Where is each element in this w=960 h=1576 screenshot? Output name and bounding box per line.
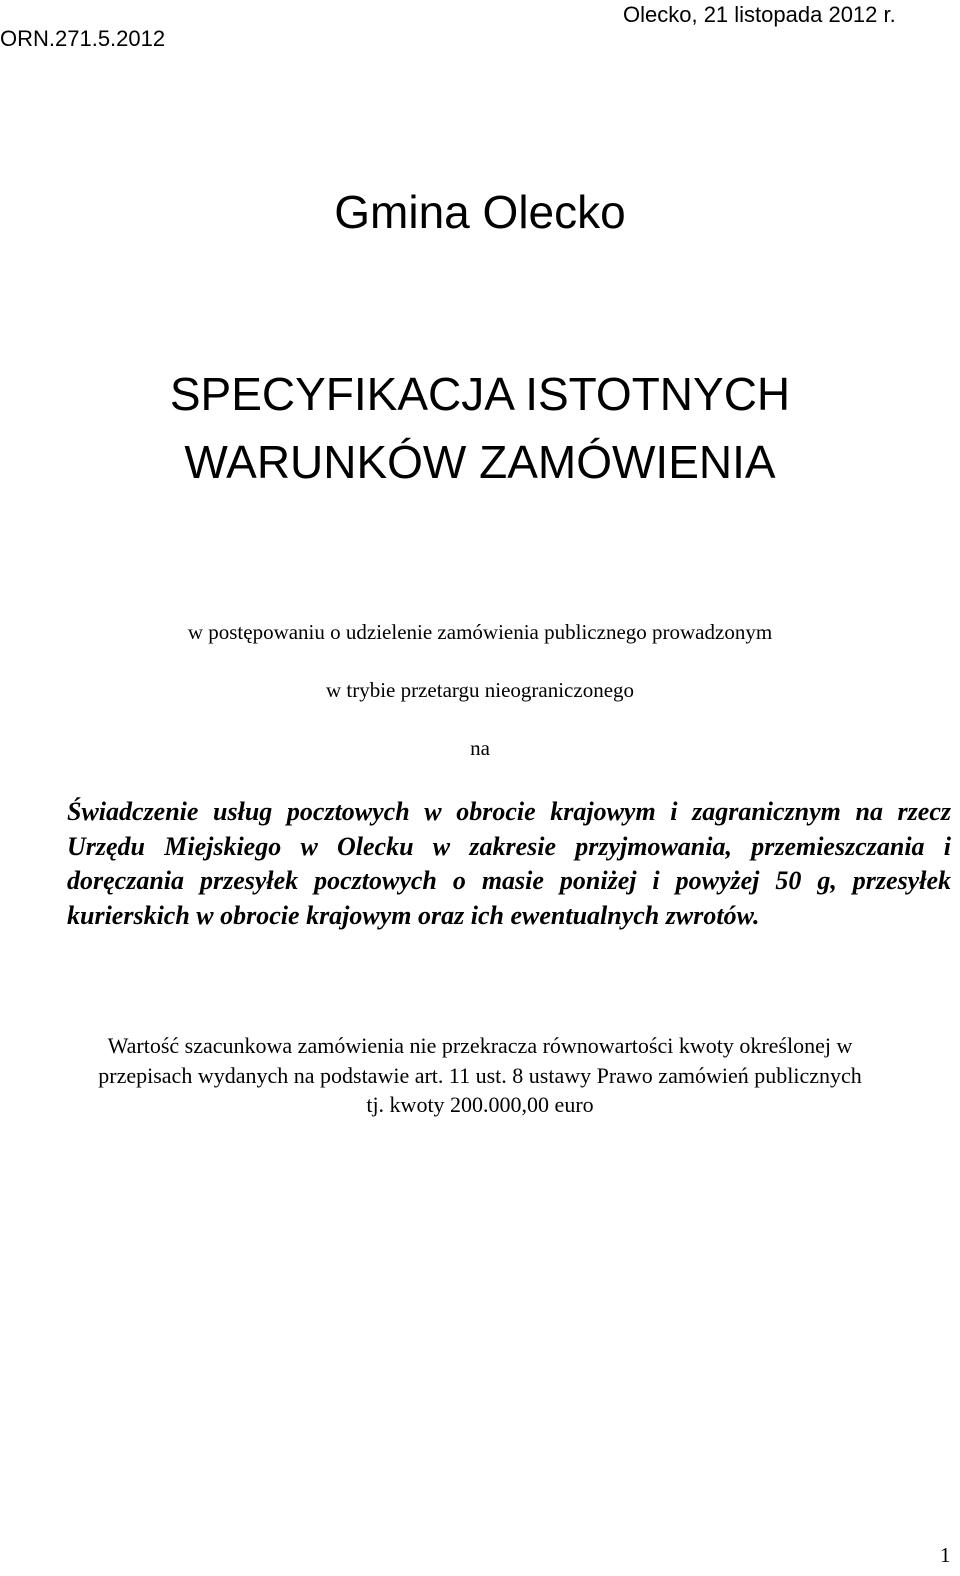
document-title [0, 360, 960, 496]
authority-name: Gmina Olecko [334, 186, 626, 238]
procurement-subject: Świadczenie usług pocztowych w obrocie krajowym i zagranicznym na rzecz Urzędu Miejskiego w Olecku w zakresie przyjmowania, przemieszczania i doręczania przesyłek pocztowych o masie poniżej i powyżej 50 g, przesyłek kurierskich w obrocie krajowym oraz ich ewentualnych zwrotów. [67, 797, 951, 930]
title-line-2: WARUNKÓW ZAMÓWIENIA [184, 436, 776, 488]
page-number: 1 [940, 1543, 951, 1567]
reference-number: ORN.271.5.2012 [0, 26, 166, 51]
value-note-line-3: tj. kwoty 200.000,00 euro [366, 1092, 594, 1117]
procedure-line-3: na [470, 736, 490, 760]
document-date: Olecko, 21 listopada 2012 r. [623, 2, 896, 27]
value-note-line-1: Wartość szacunkowa zamówienia nie przekracza równowartości kwoty określonej w [107, 1033, 853, 1058]
title-line-1: SPECYFIKACJA ISTOTNYCH [169, 368, 791, 420]
procedure-line-2: w trybie przetargu nieograniczonego [325, 678, 635, 702]
estimated-value-note [0, 1031, 960, 1120]
value-note-line-2: przepisach wydanych na podstawie art. 11 ust. 8 ustawy Prawo zamówień publicznych [98, 1062, 862, 1088]
procedure-line-1: w postępowaniu o udzielenie zamówienia publicznego prowadzonym [187, 620, 773, 644]
